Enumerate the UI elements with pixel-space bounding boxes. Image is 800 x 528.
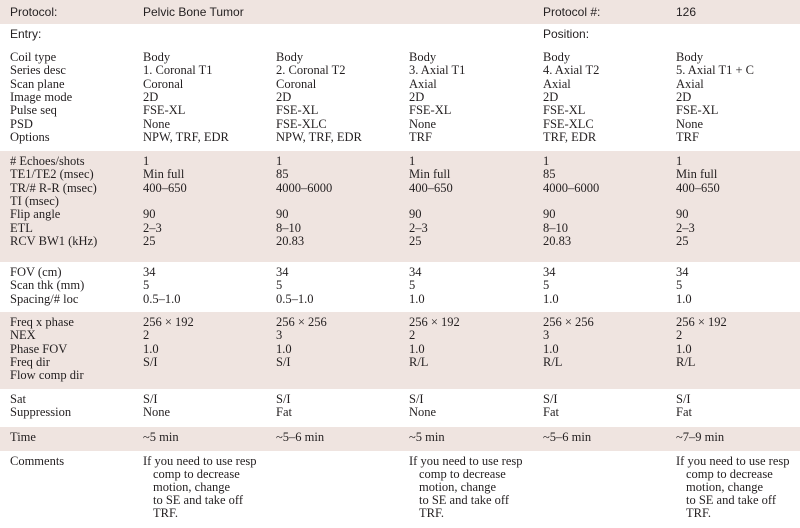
- protocol-number-label: Protocol #:: [543, 5, 601, 19]
- parameter-label: # Echoes/shots: [10, 154, 85, 168]
- series-5-value: 25: [676, 233, 689, 248]
- comment-line: If you need to use resp: [143, 454, 257, 468]
- parameter-label: Series desc: [10, 63, 66, 78]
- series-1-value: Body: [143, 50, 171, 64]
- protocol-name: Pelvic Bone Tumor: [143, 5, 244, 19]
- series-2-value: Body: [276, 50, 304, 64]
- comment-line: If you need to use resp: [409, 454, 523, 468]
- series-2-value: Coronal: [276, 76, 317, 91]
- series-3-value: 1.0: [409, 341, 425, 356]
- series-2-value: 8–10: [276, 220, 301, 235]
- series-4-value: TRF, EDR: [543, 129, 597, 144]
- parameter-label: RCV BW1 (kHz): [10, 233, 98, 248]
- entry-label: Entry:: [10, 27, 42, 41]
- series-1-value: 2D: [143, 89, 159, 104]
- series-1-value: 5: [143, 278, 150, 293]
- series-1-value: 256 × 192: [143, 315, 194, 329]
- series-5-value: S/I: [676, 392, 691, 406]
- series-3-value: S/I: [409, 392, 424, 406]
- parameter-label: Spacing/# loc: [10, 291, 79, 306]
- series-5-value: 1: [676, 154, 683, 168]
- series-4-value: 256 × 256: [543, 315, 594, 329]
- series-1-value: Coronal: [143, 76, 184, 91]
- series-4-value: 8–10: [543, 220, 568, 235]
- series-3-value: Body: [409, 50, 437, 64]
- series-2-value: ~5–6 min: [276, 430, 325, 444]
- parameter-label: Time: [10, 430, 36, 444]
- protocol-number: 126: [676, 5, 697, 19]
- series-3-value: FSE-XL: [409, 103, 452, 118]
- series-4-value: 34: [543, 265, 556, 279]
- series-1-value: None: [143, 405, 171, 420]
- series-2-value: 1.0: [276, 341, 292, 356]
- comment-line: TRF.: [153, 506, 179, 520]
- series-5-value: 1.0: [676, 341, 692, 356]
- series-2-value: 90: [276, 207, 289, 222]
- parameter-label: Flip angle: [10, 207, 61, 222]
- parameter-label: Freq dir: [10, 354, 50, 369]
- parameter-label: TI (msec): [10, 193, 59, 208]
- series-3-value: 3. Axial T1: [409, 63, 466, 78]
- series-1-value: NPW, TRF, EDR: [143, 129, 229, 144]
- series-1-value: 25: [143, 233, 156, 248]
- comments-label: Comments: [10, 454, 65, 468]
- series-5-value: 1.0: [676, 291, 692, 306]
- series-4-value: 1.0: [543, 341, 559, 356]
- series-1-value: S/I: [143, 392, 158, 406]
- series-3-value: TRF: [409, 129, 432, 144]
- series-5-value: 400–650: [676, 180, 720, 195]
- series-3-value: 2–3: [409, 220, 428, 235]
- series-3-value: R/L: [409, 354, 429, 369]
- series-5-value: Min full: [676, 167, 718, 182]
- parameter-label: FOV (cm): [10, 265, 62, 279]
- series-5-value: 2–3: [676, 220, 695, 235]
- parameter-label: Freq x phase: [10, 315, 74, 329]
- series-5-value: Axial: [676, 76, 704, 91]
- series-4-value: 1: [543, 154, 550, 168]
- parameter-label: Sat: [10, 392, 26, 406]
- protocol-label: Protocol:: [10, 5, 58, 19]
- series-4-value: ~5–6 min: [543, 430, 592, 444]
- series-4-value: 85: [543, 167, 556, 182]
- series-3-value: 34: [409, 265, 422, 279]
- series-1-value: 1. Coronal T1: [143, 63, 213, 78]
- parameter-label: Scan thk (mm): [10, 278, 85, 293]
- series-1-value: FSE-XL: [143, 103, 186, 118]
- series-4-value: R/L: [543, 354, 563, 369]
- series-3-value: None: [409, 405, 437, 420]
- comment-line: to SE and take off: [419, 493, 510, 507]
- series-2-value: 0.5–1.0: [276, 291, 314, 306]
- series-2-value: FSE-XLC: [276, 116, 327, 131]
- series-4-value: S/I: [543, 392, 558, 406]
- series-2-value: 2. Coronal T2: [276, 63, 346, 78]
- series-1-value: Min full: [143, 167, 185, 182]
- series-1-value: S/I: [143, 354, 158, 369]
- parameter-label: Suppression: [10, 405, 72, 420]
- series-1-value: 400–650: [143, 180, 187, 195]
- series-3-value: 1: [409, 154, 416, 168]
- comment-line: TRF.: [419, 506, 445, 520]
- series-3-value: 256 × 192: [409, 315, 460, 329]
- series-3-value: None: [409, 116, 437, 131]
- series-1-value: 0.5–1.0: [143, 291, 181, 306]
- series-4-value: 2D: [543, 89, 559, 104]
- series-3-value: 90: [409, 207, 422, 222]
- parameter-label: TE1/TE2 (msec): [10, 167, 94, 182]
- series-1-value: 34: [143, 265, 156, 279]
- series-2-value: 85: [276, 167, 289, 182]
- comment-line: motion, change: [419, 480, 497, 494]
- series-3-comment: [409, 455, 523, 520]
- series-3-value: ~5 min: [409, 430, 445, 444]
- series-3-value: Axial: [409, 76, 437, 91]
- series-2-value: 1: [276, 154, 283, 168]
- series-5-value: 5: [676, 278, 683, 293]
- series-1-value: 1.0: [143, 341, 159, 356]
- series-5-value: 2: [676, 328, 683, 343]
- comment-line: to SE and take off: [153, 493, 244, 507]
- series-2-value: Fat: [276, 405, 292, 420]
- series-1-value: 1: [143, 154, 150, 168]
- series-1-value: ~5 min: [143, 430, 179, 444]
- series-1-value: 2: [143, 328, 150, 343]
- series-5-value: R/L: [676, 354, 696, 369]
- series-3-value: Min full: [409, 167, 451, 182]
- comment-line: motion, change: [686, 480, 764, 494]
- parameter-label: Flow comp dir: [10, 368, 84, 383]
- series-5-value: ~7–9 min: [676, 430, 725, 444]
- series-5-value: None: [676, 116, 704, 131]
- series-2-value: 5: [276, 278, 283, 293]
- series-4-value: Fat: [543, 405, 559, 420]
- series-2-value: 256 × 256: [276, 315, 327, 329]
- series-4-value: 3: [543, 328, 550, 343]
- series-4-value: FSE-XLC: [543, 116, 594, 131]
- series-2-value: S/I: [276, 392, 291, 406]
- parameter-label: Image mode: [10, 89, 73, 104]
- series-4-value: 90: [543, 207, 556, 222]
- series-5-value: TRF: [676, 129, 699, 144]
- series-1-value: 2–3: [143, 220, 162, 235]
- series-2-value: 2D: [276, 89, 292, 104]
- series-5-value: 34: [676, 265, 689, 279]
- parameter-label: NEX: [10, 328, 36, 343]
- parameter-label: Scan plane: [10, 76, 65, 91]
- parameter-label: Phase FOV: [10, 341, 68, 356]
- parameter-label: Options: [10, 129, 50, 144]
- parameter-label: TR/# R-R (msec): [10, 180, 97, 195]
- series-4-value: 1.0: [543, 291, 559, 306]
- comment-line: to SE and take off: [686, 493, 777, 507]
- series-3-value: 400–650: [409, 180, 453, 195]
- series-2-value: S/I: [276, 354, 291, 369]
- series-5-value: 256 × 192: [676, 315, 727, 329]
- comment-line: motion, change: [153, 480, 231, 494]
- series-4-value: 20.83: [543, 233, 572, 248]
- series-2-value: 20.83: [276, 233, 305, 248]
- series-5-value: Fat: [676, 405, 692, 420]
- series-2-value: FSE-XL: [276, 103, 319, 118]
- series-1-comment: [143, 455, 257, 520]
- parameter-label: PSD: [10, 116, 33, 131]
- series-4-value: 5: [543, 278, 550, 293]
- series-1-value: None: [143, 116, 171, 131]
- series-2-value: NPW, TRF, EDR: [276, 129, 362, 144]
- series-3-value: 2: [409, 328, 416, 343]
- series-5-value: Body: [676, 50, 704, 64]
- series-2-value: 3: [276, 328, 283, 343]
- series-5-value: 2D: [676, 89, 692, 104]
- series-4-value: 4. Axial T2: [543, 63, 600, 78]
- comment-line: TRF.: [686, 506, 712, 520]
- comment-line: comp to decrease: [686, 467, 773, 481]
- series-5-value: 90: [676, 207, 689, 222]
- series-2-value: 34: [276, 265, 289, 279]
- position-label: Position:: [543, 27, 590, 41]
- series-5-value: FSE-XL: [676, 103, 719, 118]
- series-1-value: 90: [143, 207, 156, 222]
- series-3-value: 2D: [409, 89, 425, 104]
- series-2-value: 4000–6000: [276, 180, 333, 195]
- comment-line: If you need to use resp: [676, 454, 790, 468]
- entry-row: [0, 24, 800, 47]
- comment-line: comp to decrease: [153, 467, 240, 481]
- series-4-value: Axial: [543, 76, 571, 91]
- series-3-value: 1.0: [409, 291, 425, 306]
- parameter-label: Coil type: [10, 50, 57, 64]
- comment-line: comp to decrease: [419, 467, 506, 481]
- series-5-comment: [676, 455, 790, 520]
- series-3-value: 5: [409, 278, 416, 293]
- series-4-value: Body: [543, 50, 571, 64]
- parameter-label: Pulse seq: [10, 103, 57, 118]
- series-4-value: 4000–6000: [543, 180, 600, 195]
- parameter-label: ETL: [10, 220, 33, 235]
- series-5-value: 5. Axial T1 + C: [676, 63, 755, 78]
- series-4-value: FSE-XL: [543, 103, 586, 118]
- series-3-value: 25: [409, 233, 422, 248]
